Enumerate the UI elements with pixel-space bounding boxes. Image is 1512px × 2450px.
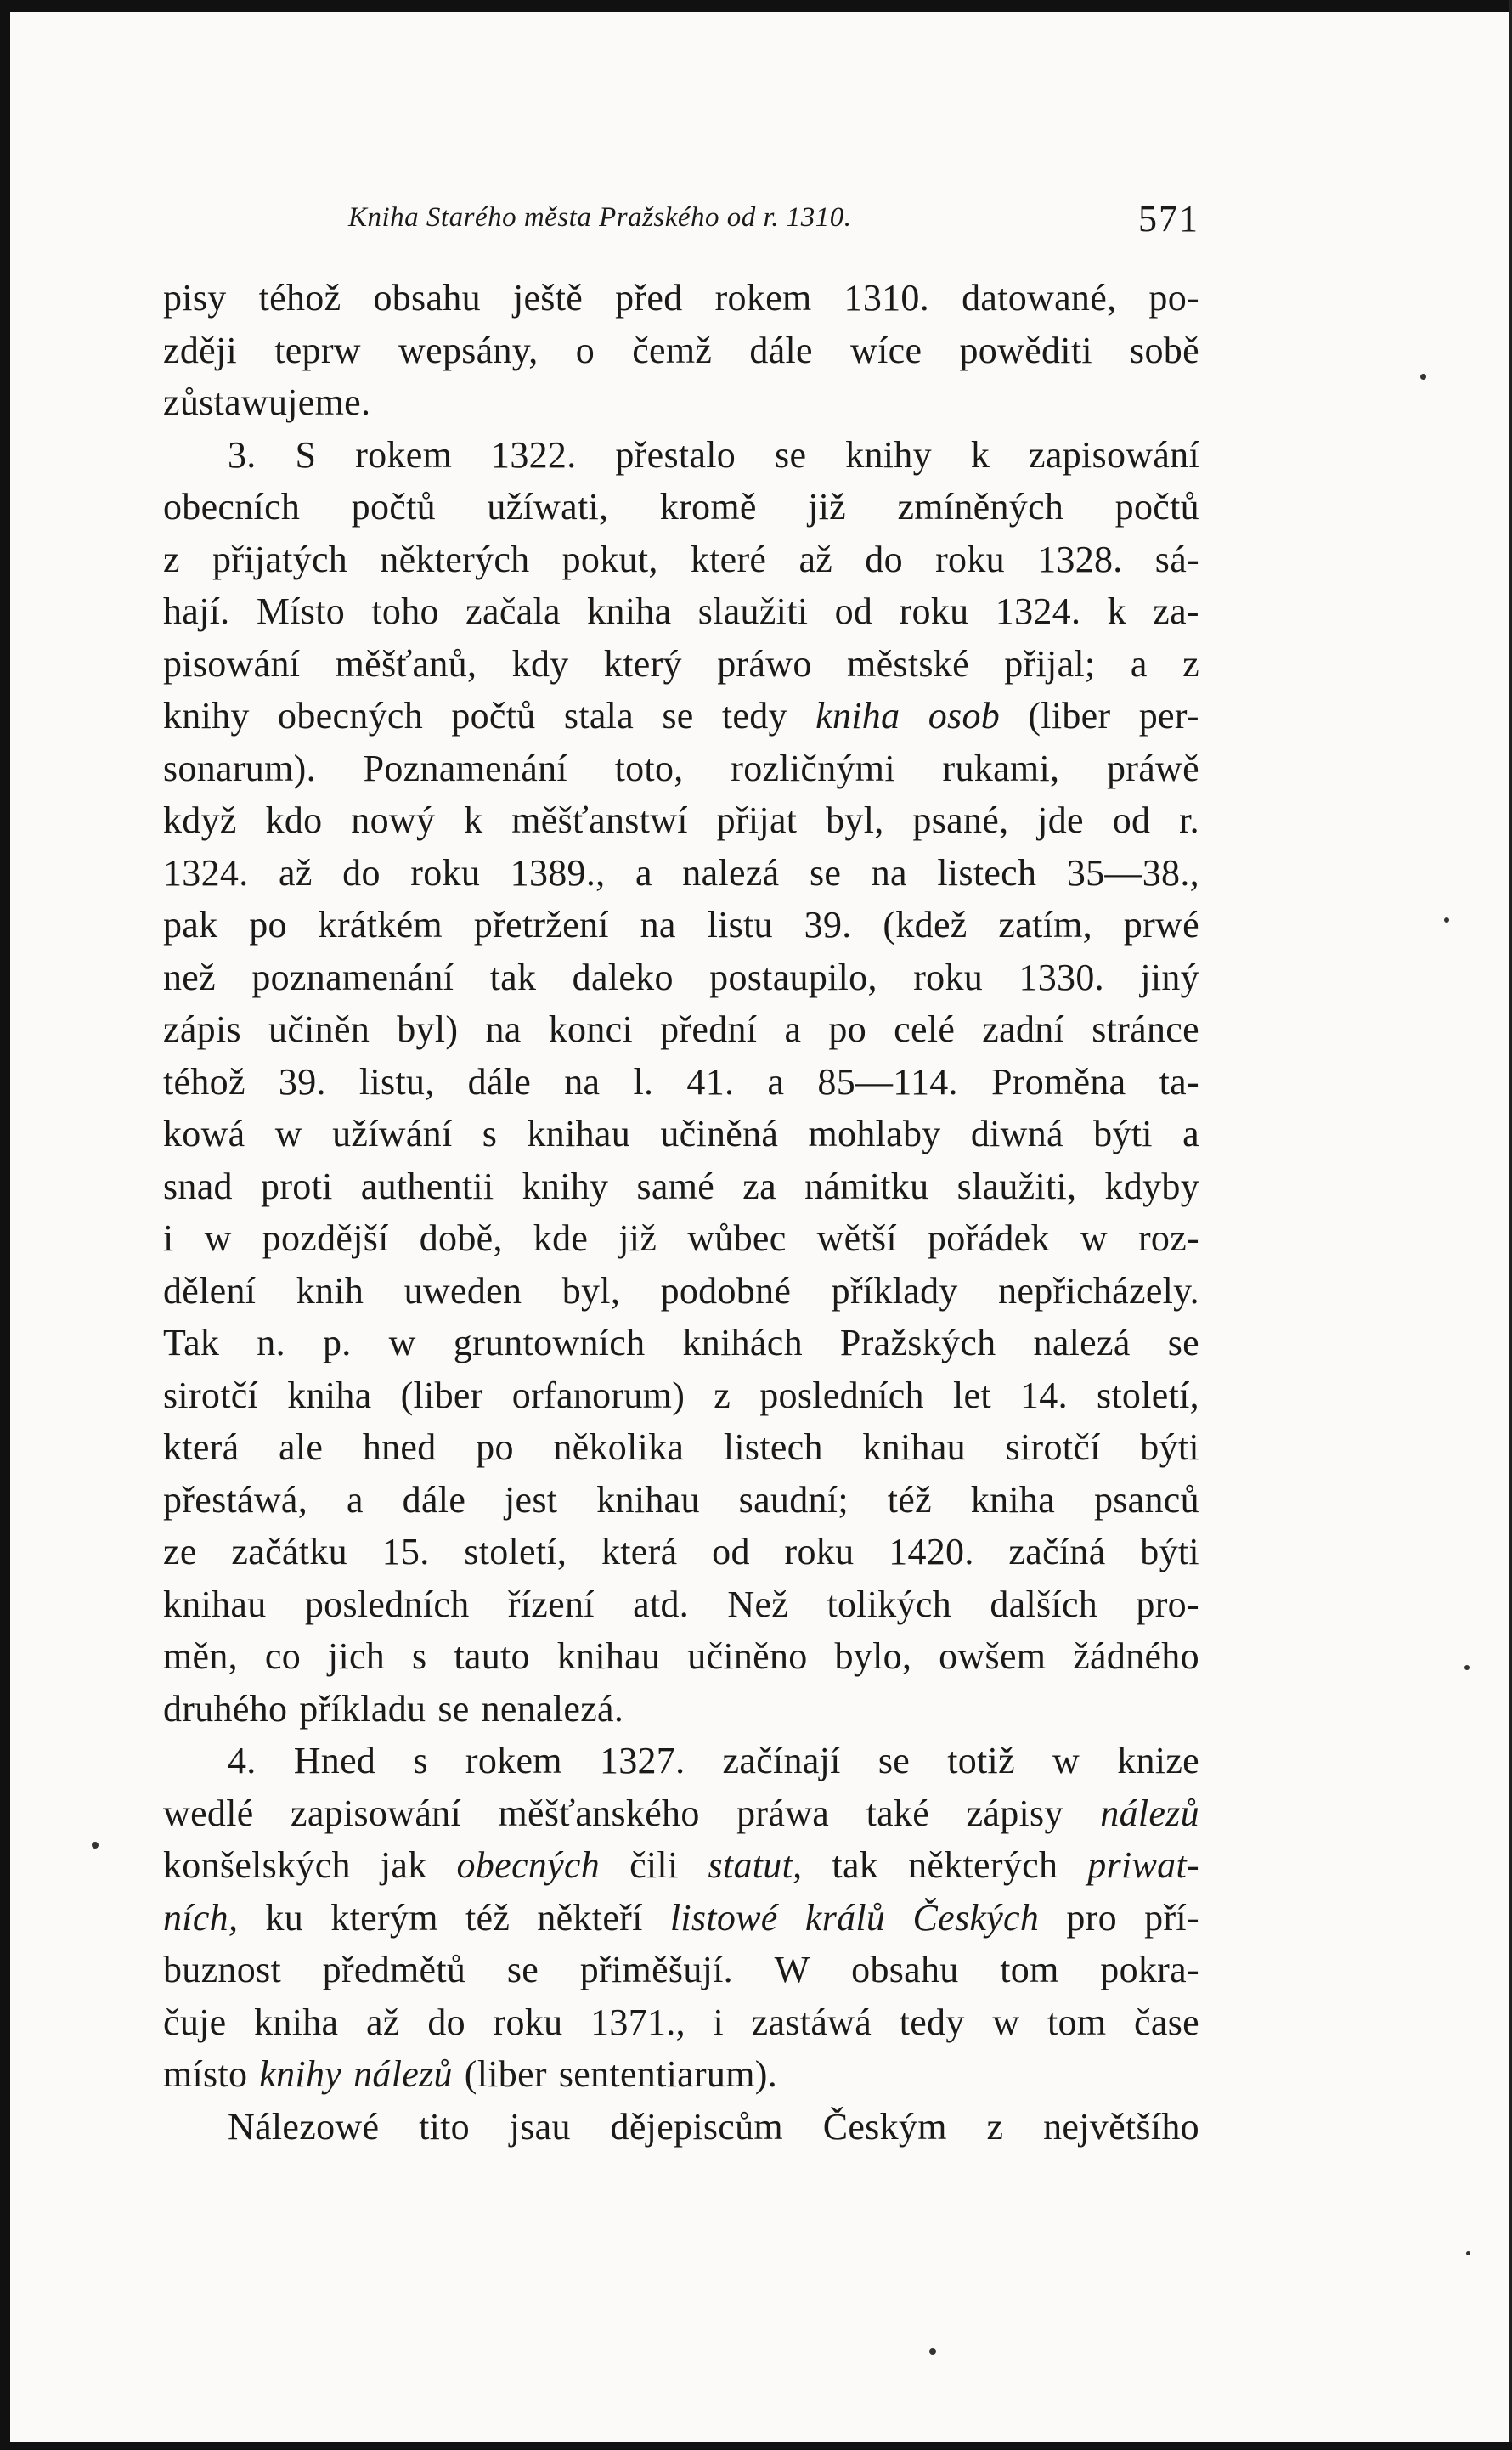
- text-line: zději teprw wepsány, o čemž dále wíce powěditi sobě: [163, 329, 1199, 371]
- page-number: 571: [1138, 198, 1199, 240]
- text-line: knihy obecných počtů stala se tedy kniha osob (liber per-: [163, 695, 1199, 737]
- text-line: zůstawujeme.: [163, 381, 371, 423]
- text-line: Nálezowé tito jsau dějepiscům Českým z největšího: [228, 2105, 1199, 2148]
- text-line: buznost předmětů se přiměšují. W obsahu tom pokra-: [163, 1949, 1199, 1990]
- scan-speck: [929, 2348, 936, 2355]
- text-line: Tak n. p. w gruntowních knihách Pražských nalezá se: [163, 1322, 1199, 1363]
- text-line: pisy téhož obsahu ještě před rokem 1310. datowané, po-: [163, 277, 1199, 319]
- scan-speck: [92, 1842, 99, 1849]
- text-line: knihau posledních řízení atd. Než tolikých dalších pro-: [163, 1583, 1199, 1625]
- text-line: 4. Hned s rokem 1327. začínají se totiž w knize: [228, 1740, 1199, 1781]
- scan-border-left: [0, 0, 10, 2450]
- text-line: 3. S rokem 1322. přestalo se knihy k zapisowání: [228, 433, 1199, 476]
- text-line: sirotčí kniha (liber orfanorum) z posledních let 14. století,: [163, 1374, 1199, 1416]
- text-line: přestáwá, a dále jest knihau saudní; též kniha psanců: [163, 1478, 1199, 1521]
- scan-border-right: [1509, 0, 1512, 2450]
- text-line: kowá w užíwání s knihau učiněná mohlaby diwná býti a: [163, 1113, 1199, 1154]
- text-line: snad proti authentii knihy samé za námitku slaužiti, kdyby: [163, 1165, 1199, 1207]
- text-line: než poznamenání tak daleko postaupilo, roku 1330. jiný: [163, 956, 1199, 998]
- text-line: téhož 39. listu, dále na l. 41. a 85—114. Proměna ta-: [163, 1060, 1199, 1103]
- scan-speck: [1466, 2251, 1470, 2255]
- scan-speck: [1420, 374, 1426, 380]
- text-line: dělení knih uweden byl, podobné příklady nepřicházely.: [163, 1269, 1199, 1312]
- text-line: zápis učiněn byl) na konci přední a po celé zadní stránce: [163, 1008, 1199, 1050]
- text-line: sonarum). Poznamenání toto, rozličnými rukami, práwě: [163, 747, 1199, 789]
- text-line: ze začátku 15. století, která od roku 1420. začíná býti: [163, 1531, 1199, 1572]
- text-line: která ale hned po několika listech knihau sirotčí býti: [163, 1426, 1199, 1468]
- text-line: když kdo nowý k měšťanstwí přijat byl, psané, jde od r.: [163, 799, 1199, 841]
- scan-speck: [1464, 1665, 1470, 1670]
- text-line: druhého příkladu se nenalezá.: [163, 1687, 624, 1730]
- body-text: [163, 272, 1199, 2153]
- text-line: wedlé zapisowání měšťanského práwa také zápisy nálezů: [163, 1792, 1199, 1834]
- text-line: pisowání měšťanů, kdy který práwo městské přijal; a z: [163, 642, 1199, 685]
- text-line: pak po krátkém přetržení na listu 39. (kdež zatím, prwé: [163, 904, 1199, 946]
- text-line: i w pozdější době, kde již wůbec wětší pořádek w roz-: [163, 1217, 1199, 1259]
- running-title: Kniha Starého města Pražského od r. 1310.: [348, 202, 852, 233]
- text-line: měn, co jich s tauto knihau učiněno bylo, owšem žádného: [163, 1635, 1199, 1677]
- text-line: konšelských jak obecných čili statut, tak některých priwat-: [163, 1844, 1199, 1886]
- text-line: místo knihy nálezů (liber sententiarum).: [163, 2053, 777, 2095]
- text-line: z přijatých některých pokut, které až do roku 1328. sá-: [163, 538, 1199, 580]
- text-line: obecních počtů užíwati, kromě již zmíněných počtů: [163, 486, 1199, 528]
- scan-border-bottom: [0, 2442, 1512, 2450]
- scan-border-top: [0, 0, 1512, 12]
- text-line: čuje kniha až do roku 1371., i zastáwá tedy w tom čase: [163, 2001, 1199, 2043]
- text-line: 1324. až do roku 1389., a nalezá se na listech 35—38.,: [163, 851, 1199, 894]
- page-header: [348, 194, 1198, 245]
- text-line: ních, ku kterým též někteří listowé králů Českých pro pří-: [163, 1896, 1199, 1939]
- text-line: hají. Místo toho začala kniha slaužiti od roku 1324. k za-: [163, 590, 1199, 632]
- scan-speck: [1444, 917, 1449, 923]
